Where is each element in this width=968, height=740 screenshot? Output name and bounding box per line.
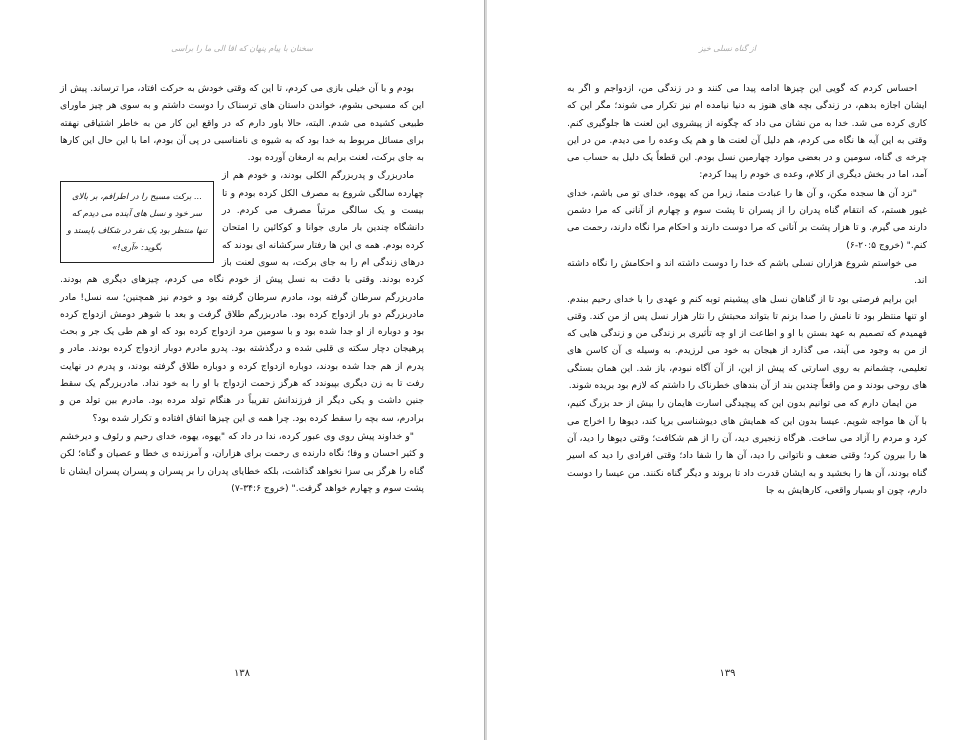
left-page-number: ۱۳۸	[233, 668, 251, 679]
right-paragraph-1: احساس کردم که گویی این چیزها ادامه پیدا می کنند و در زندگی من، ازدواجم و اگر به ایشان اجازه بدهم، در زندگی بچه های هنوز به دنیا نیامده ام نیز تکرار می شوند؛ مگر این که کاری کرده می شد. خدا به من نشان می داد که چگونه از پیشروی این لعنت ها جلوگیری کنم. وقتی به این آیه ها نگاه می کردم، هم دلیل آن لعنت ها و هم یک وعده را می دیدم. من در این چرخه ی گناه، سومین و در بعضی موارد چهارمین نسل بودم. این قطعاً یک دلیل به حساب می آمد، اما در بخش دیگری از کلام، وعده ی خودم را پیدا کردم:	[567, 83, 927, 181]
left-running-head: سخنان با پیام پنهان که اقا الی ما را براسی	[171, 44, 313, 53]
left-paragraph-2: مادربزرگ و پدربزرگم الکلی بودند، و خودم هم از چهارده سالگی شروع به مصرف الکل کرده بودم و تا بیست و یک سالگی مرتباً مصرف می کردم. در دانشگاه چندین بار ماری جوانا و کوکائین را امتحان کرده بودم. همه ی این ها رفتار سرکشانه ای بودند که درهای زندگی ام را به جای برکت، به سوی لعنت باز کرده بودند. وقتی با دقت به نسل پیش از خودم نگاه می کردم، چیزهای دیگری هم بودند. مادربزرگم سرطان گرفته بود، مادرم سرطان گرفته بود و خودم نیز همچنین؛ سه نسل! مادر مادربزرگم دو بار ازدواج کرده بود. مادربزرگم طلاق گرفت و بعد با شوهر دومش ازدواج کرده بود و دوباره از او جدا شده بود و با سومین مرد ازدواج کرده بود که او هم طی یک جر و بحث پرهیجان دچار سکته ی قلبی شده و درگذشته بود. پدرو مادرم دوبار ازدواج کرده بودند. مادر و پدرم از هم جدا شده بودند، دوباره ازدواج کرده و دوباره طلاق گرفته بودند، و پدرم در نهایت رفت تا به زن دیگری بپیوندد که هرگز زحمت ازدواج با او را به خود نداد. مادربزرگم یک سقط جنین داشت و یکی دیگر از فرزندانش تقریباً در هنگام تولد مرده بود. مادرم بین تولد من و برادرم، سه بچه را سقط کرده بود. چرا همه ی این چیزها اتفاق افتاده و تکرار شده بود؟	[60, 170, 424, 424]
right-page-number: ۱۳۹	[719, 668, 736, 679]
right-paragraph-4: این برایم فرصتی بود تا از گناهان نسل های پیشینم توبه کنم و عهدی را با خدای رحیم ببندم. او تنها منتظر بود تا نامش را صدا بزنم تا بتواند محبتش را نثار هزار نسل پس از من کند. وقتی فهمیدم که تصمیم به عهد بستن با او و اطاعت از او چه تأثیری بر زندگی من و زندگی هایی که از من به وجود می آیند، می گذارد از هیجان به خود می لرزیدم. به وسیله ی آن کاسن های تعلیمی، چشمانم به روی اسارتی که پیش از این، از آن آگاه نبودم، باز شد. این همان بستگی های روحی بودند و من واقعاً چندین بند از آن بندهای خطرناک را داشتم که لازم بود بریده شوند.	[567, 293, 927, 392]
right-text-block	[567, 80, 927, 500]
left-text-block	[60, 80, 424, 498]
left-paragraph-1: بودم و با آن خیلی بازی می کردم، تا این که وقتی خودش به حرکت افتاد، مرا ترساند. پیش از این که مسیحی بشوم، خواندن داستان های ترسناک را دوست داشتم و به سوی هر چیز ماورای طبیعی کشیده می شدم. البته، حالا باور دارم که در واقع این کار من به خاطر اشتیاقی نهفته برای مسائل مربوط به خدا بود که به شیوه ی نامناسبی در پی آن بودم، اما با این حال این کارها به جای برکت، لعنت برایم به ارمغان آورده بود.	[60, 83, 424, 164]
pull-quote-box: ... برکت مسیح را در اطرافم، بر بالای سر خود و نسل های آینده می دیدم که تنها منتظر بود یک نفر در شکاف بایستد و بگوید: «آری!»	[60, 181, 214, 263]
right-page	[487, 0, 968, 740]
right-paragraph-3: می خواستم شروع هزاران نسلی باشم که خدا را دوست داشته اند و احکامش را نگاه داشته اند.	[567, 257, 927, 287]
right-paragraph-5: من ایمان دارم که می توانیم بدون این که پیچیدگی اسارت هایمان را بیش از حد بزرگ کنیم، با آن ها مواجه شویم. عیسا بدون این که همایش های دیوشناسی برپا کند، دیوها را اخراج می کرد و مردم را آزاد می ساخت. هرگاه زنجیری دید، آن را از هم شکافت؛ وقتی دیوها را دید، آن ها را بیرون کرد؛ وقتی ضعف و ناتوانی را دید، آن ها را شفا داد؛ وقتی افرادی را دید که اسیر گناه بودند، آن ها را بخشید و به ایشان قدرت داد تا بروند و دیگر گناه نکنند. من عیسا را دوست دارم، چون او بسیار واقعی، کارهایش به جا	[567, 398, 927, 496]
right-paragraph-2: "نزد آن ها سجده مکن، و آن ها را عبادت منما، زیرا من که یهوه، خدای تو می باشم، خدای غیور هستم، که انتقام گناه پدران را از پسران تا پشت سوم و چهارم از آنانی که مرا دشمن دارند می گیرم. و تا هزار پشت بر آنانی که مرا دوست دارند و احکام مرا نگاه دارند، رحمت می کنم." (خروج ۲۰:۵-۶)	[567, 187, 927, 251]
right-running-head: از گناه نسلی خیز	[698, 44, 757, 53]
gutter-line	[484, 0, 485, 740]
left-paragraph-3: "و خداوند پیش روی وی عبور کرده، ندا در داد که "یهوه، یهوه، خدای رحیم و رئوف و دیرخشم و کثیر احسان و وفا؛ نگاه دارنده ی رحمت برای هزاران، و آمرزنده ی خطا و عصیان و گناه؛ لکن گناه را هرگز بی سزا نخواهد گذاشت، بلکه خطایای پدران را بر پسران و پسران پسران ایشان تا پشت سوم و چهارم خواهد گرفت." (خروج ۳۴:۶-۷)	[60, 430, 424, 494]
